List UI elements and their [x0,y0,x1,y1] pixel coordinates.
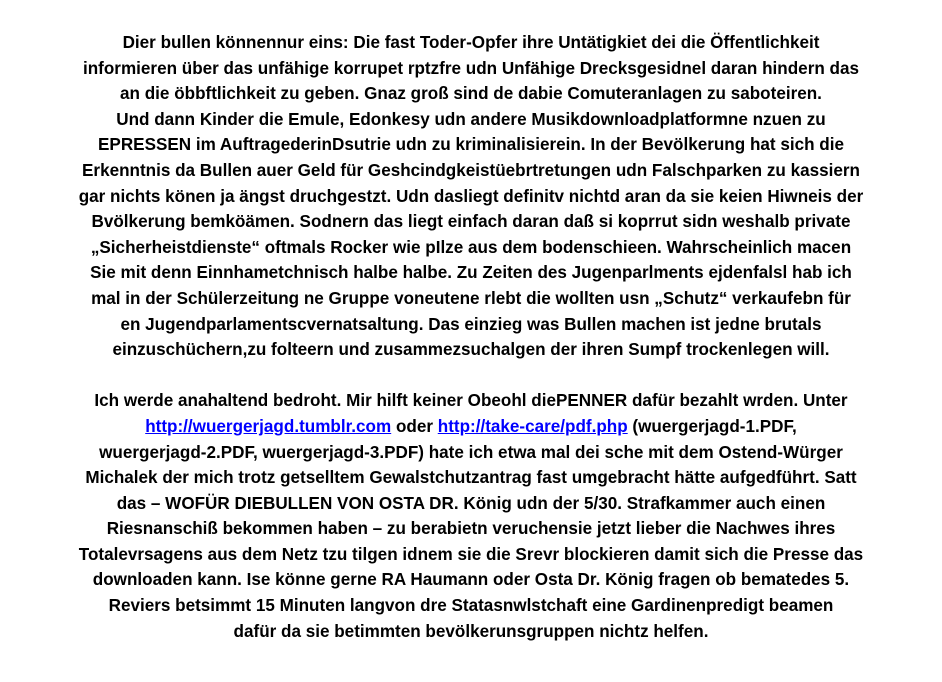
text-line: Michalek der mich trotz getselltem Gewalstchutzantrag fast umgebracht hätte aufgedführt. Satt [85,468,857,488]
text-line: einzuschüchern,zu folteern und zusammezsuchalgen der ihren Sumpf trockenlegen will. [112,340,830,360]
tumblr-link[interactable]: http://wuergerjagd.tumblr.com [145,416,392,436]
text-line: informieren über das unfähige korrupet rptzfre udn Unfähige Drecksgesidnel daran hindern das [82,58,859,78]
text-line: Ich werde anahaltend bedroht. Mir hilft keiner Obeohl diePENNER dafür bezahlt wrden. Unter [94,391,848,411]
take-care-pdf-link[interactable]: http://take-care/pdf.php [437,416,628,436]
document-body [12,30,930,644]
link-line [12,414,930,440]
text-line: gar nichts könen ja ängst druchgestzt. Udn dasliegt definitv nichtd aran da sie keien Hiwneis der [78,186,864,206]
text-line: Riesnanschiß bekommen haben – zu berabietn veruchensie jetzt lieber die Nachwes ihres [106,519,836,539]
text-line: Totalevrsagens aus dem Netz tzu tilgen idnem sie die Srevr blockieren damit sich die Presse das [78,544,864,564]
paragraph-gap [12,363,930,389]
text-line: downloaden kann. Ise könne gerne RA Haumann oder Osta Dr. König fragen ob bematedes 5. [92,570,850,590]
text-line: wuergerjagd-2.PDF, wuergerjagd-3.PDF) hate ich etwa mal dei sche mit dem Ostend-Würger [99,442,843,462]
text-line: Sie mit denn Einnhametchnisch halbe halbe. Zu Zeiten des Jugenparlments ejdenfalsl hab ich [90,263,852,283]
text-line: das – WOFÜR DIEBULLEN VON OSTA DR. König udn der 5/30. Strafkammer auch einen [116,493,826,513]
text-line: mal in der Schülerzeitung ne Gruppe voneutene rlebt die wollten usn „Schutz“ verkaufebn für [91,288,851,308]
text-line: an die öbbftlichkeit zu geben. Gnaz groß sind de dabie Comuteranlagen zu saboteiren. [120,84,822,104]
text-fragment: (wuergerjagd-1.PDF, [627,416,797,436]
paragraph-2 [12,388,930,644]
text-line: en Jugendparlamentscvernatsaltung. Das einzieg was Bullen machen ist jedne brutals [120,314,822,334]
paragraph-1 [12,30,930,363]
text-line: Erkenntnis da Bullen auer Geld für Geshcindgkeistüebrtretungen udn Falschparken zu kassiern [82,160,860,180]
text-fragment: oder [391,416,438,436]
text-line: EPRESSEN im AuftragederinDsutrie udn zu kriminalisierein. In der Bevölkerung hat sich die [98,135,844,155]
text-line: Und dann Kinder die Emule, Edonkesy udn andere Musikdownloadplatformne nzuen zu [116,109,826,129]
text-line: „Sicherheistdienste“ oftmals Rocker wie pIlze aus dem bodenschieen. Wahrscheinlich macen [90,237,852,257]
text-line: Reviers betsimmt 15 Minuten langvon dre Statasnwlstchaft eine Gardinenpredigt beamen [108,596,834,616]
text-line: dafür da sie betimmten bevölkerunsgruppen nichtz helfen. [233,621,709,641]
text-line: Bvölkerung bemköämen. Sodnern das liegt einfach daran daß si koprrut sidn weshalb private [91,212,851,232]
text-line: Dier bullen könnennur eins: Die fast Toder-Opfer ihre Untätigkiet dei die Öffentlichkeit [122,33,820,52]
